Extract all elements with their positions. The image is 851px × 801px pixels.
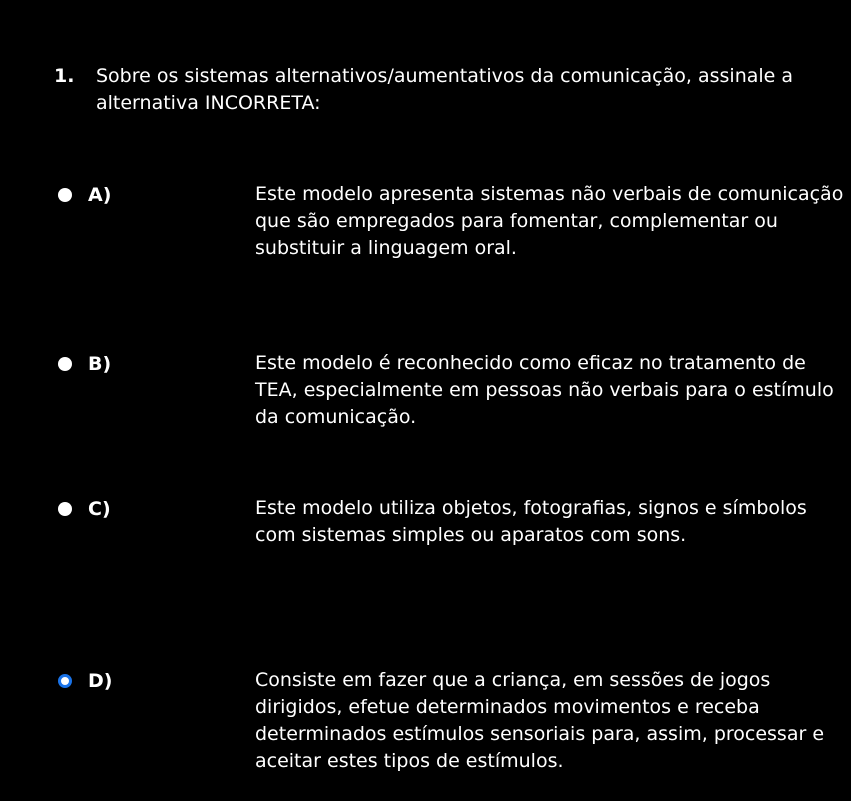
option-letter: C) bbox=[88, 498, 111, 520]
option-letter: B) bbox=[88, 353, 112, 375]
option-text: Consiste em fazer que a criança, em sessões de jogos dirigidos, efetue determinados movimentos e receba determinados estímulos sensoriais para, assim, processar e aceitar estes tipos de estímulos. bbox=[255, 669, 825, 772]
option-text: Este modelo apresenta sistemas não verbais de comunicação que são empregados para fomentar, complementar ou substituir a linguagem oral. bbox=[255, 183, 844, 259]
question-text: Sobre os sistemas alternativos/aumentativos da comunicação, assinale a alternativa INCORRETA: bbox=[96, 65, 794, 114]
radio-icon[interactable] bbox=[58, 188, 72, 202]
radio-icon[interactable] bbox=[58, 674, 72, 688]
option-letter: D) bbox=[88, 670, 113, 692]
option-text: Este modelo é reconhecido como eficaz no tratamento de TEA, especialmente em pessoas não verbais para o estímulo da comunicação. bbox=[255, 352, 834, 428]
option-text: Este modelo utiliza objetos, fotografias, signos e símbolos com sistemas simples ou aparatos com sons. bbox=[255, 497, 807, 546]
radio-icon[interactable] bbox=[58, 502, 72, 516]
radio-icon[interactable] bbox=[58, 357, 72, 371]
option-letter: A) bbox=[88, 184, 112, 206]
question-block bbox=[54, 63, 814, 117]
question-number: 1. bbox=[54, 65, 75, 87]
